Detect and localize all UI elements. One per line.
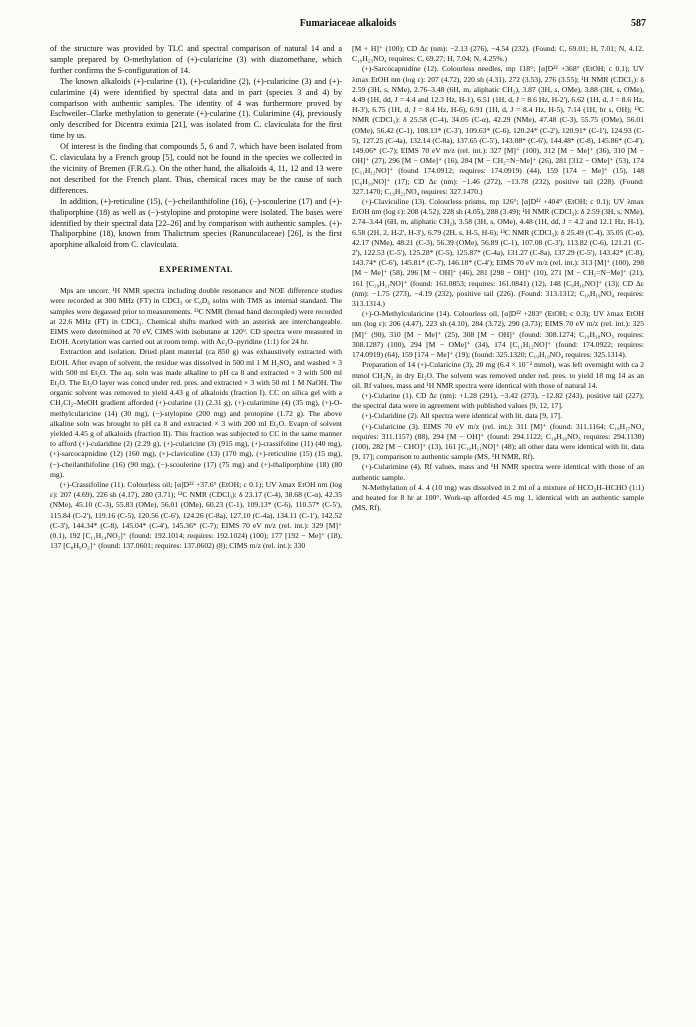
body-paragraph: (+)-Cularidine (2). All spectra were identical with lit. data [9, 17]. <box>362 411 562 421</box>
body-paragraph: (+)-Cularine (1). CD Δε (nm): +1.28 (291), −3.42 (273), −12.82 (243), positive tail (227); the spectral data were in agreement with published values [9, 12, 17]. <box>352 390 644 411</box>
left-column <box>50 44 342 551</box>
body-paragraph: The known alkaloids (+)-cularine (1), (+)-cularidine (2), (+)-cularicine (3) and (+)-cularimine (4) were identified by spectral data and in part (species 3 and 4) by comparison with authentic samples. The identity of 4 was furthermore proved by Eschweiler–Clarke methylation to generate (+)-cularine (1). Cularimine (4), previously only described for Dicentra eximia [21], was isolated from C. claviculata for the first time by us. <box>50 76 342 141</box>
body-paragraph: [M + H]⁺ (100); CD Δε (nm): −2.13 (276), −4.54 (232). (Found: C, 69.01; H, 7.01; N, 4.12. C₁₉H₂₃NO₄ requires: C, 69.27; H, 7.04; N, 4.25%.) <box>352 44 644 64</box>
body-paragraph: Preparation of 14 (+)-Cularicine (3), 20 mg (6.4 × 10⁻² mmol), was left overnight with ca 2 mmol CH₂N₂ in dry Et₂O. The solvent was removed under red. pres. to yield 18 mg 14 as an oil. Rf values, mass and ¹H NMR spectra were identical with those of natural 14. <box>352 360 644 390</box>
body-paragraph: (+)-Cularicine (3). EIMS 70 eV m/z (rel. int.): 311 [M]⁺ (found: 311.1164; C₁₈H₁₇NO₄ requires: 311.1157) (88), 294 [M − OH]⁺ (found: 294.1122; C₁₈H₁₆NO₃ requires: 294.1130) (100), 282 [M − CHO]⁺ (13), 161 [C₁₀H₁₁NO]⁺ (48); all other data were identical with lit. data [9, 17]; comparison to authentic sample (MS, ¹H NMR, Rf). <box>352 421 644 462</box>
body-paragraph: In addition, (+)-reticuline (15), (−)-cheilanthifoline (16), (−)-scoulerine (17) and (+)-thaliporphine (18) as well as (−)-stylopine and protopine were isolated. The bases were identified by their spectral data [22–26] and by comparison with authentic samples. (+)-Thaliporphine (18), known from Thalictrum species (Ranunculaceae) [26], is the first aporphine alkaloid from C. claviculata. <box>50 196 342 250</box>
body-paragraph: (+)-Claviculine (13). Colourless prisms, mp 126°; [α]D²² +404° (EtOH; c 0.1); UV λmax EtOH nm (log ε): 208 (4.52), 228 sh (4.05), 288 (3.49); ¹H NMR (CDCl₃): δ 2.59 (3H, s, NMe), 2.74–3.44 (6H, m, aliphatic CH₂), 3.58 (3H, s, OMe), 4.48 (1H, dd, J = 4.2 and 12.1 Hz, H-1), 6.58 (2H, 2, H-2', H-3'), 6.79 (2H, s, H-5, H-6); ¹³C NMR (CDCl₃): δ 25.49 (C-4), 35.05 (C-α), 42.17 (NMe), 48.21 (C-3), 56.39 (OMe), 56.89 (C-1), 107.08 (C-3'), 113.82 (C-6), 121.21 (C-2'), 122.53 (C-5'), 125.28* (C-5), 125.87* (C-4a), 131.27 (C-8a), 137.29 (C-5'), 143.42* (C-8), 143.74* (C-6'), 145.81* (C-7), 146.18* (C-4'); EIMS 70 eV m/z (rel. int.): 313 [M]⁺ (100), 298 [M − Me]⁺ (58), 296 [M − OH]⁺ (46), 281 [298 − OH]⁺ (10), 271 [M − CH₂=N−Me]⁺ (21), 161 [C₁₀H₁₁NO]⁺ (found: 161.0853; requires: 161.0841) (12), 148 [C₉H₁₀NO]⁺ (13); CD Δε (nm): −1.75 (273), −4.19 (232), positive tail (226). (Found: 313.1312; C₁₈H₁₉NO₄ requires: 313.1314.) <box>352 197 644 309</box>
body-paragraph: (+)-O-Methylcularicine (14). Colourless oil, [α]D²² +283° (EtOH; c 0.3); UV λmax EtOH nm (log ε): 206 (4.47), 223 sh (4.10), 284 (3.72), 290 (3.73); EIMS 70 eV m/z (rel. int.): 325 [M]⁺ (90), 310 [M − Me]⁺ (25), 308 [M − OH]⁺ (found: 308.1274; C₁₉H₁₈NO₃ requires: 308.1287) (100), 294 [M − OMe]⁺ (34), 174 [C₁₁H₁₂NO]⁺ (found: 174.0922; requires: 174.0919) (64), 159 [174 − Me]⁺ (19); (found: 325.1320; C₁₉H₁₉NO₄ requires: 325.1314). <box>352 309 644 360</box>
body-paragraph: N-Methylation of 4. 4 (10 mg) was dissolved in 2 ml of a mixture of HCO₂H–HCHO (1:1) and heated for 8 hr at 100°. Work-up afforded 4.5 mg 1, identical with an authentic sample (MS, Rf). <box>352 482 644 513</box>
right-column <box>352 44 644 513</box>
experimental-paragraph: Mps are uncorr. ¹H NMR spectra including double resonance and NOE difference studies were recorded at 300 MHz (FT) in CDCl₃ or C₆D₆ solns with TMS as internal standard. The samples were degassed prior to measurements. ¹³C NMR (broad band decoupled) were recorded at 22.6 MHz (FT) in CDCl₃. Chemical shifts marked with an asterisk are interchangeable. EIMS were determined at 70 eV, CIMS with isobutane at 120°. CD spectra were measured in EtOH. Acetylation was carried out at room temp. with Ac₂O–pyridine (1:1) for 24 hr. <box>50 286 342 347</box>
running-header-title: Fumariaceae alkaloids <box>299 18 397 29</box>
body-paragraph: Of interest is the finding that compounds 5, 6 and 7, which have been isolated from C. claviculata by a French group [5], could not be found in the species we collected in the vicinity of Bremen (F.R.G.). On the other hand, the alkaloids 4, 11, 12 and 13 were not described for the French plant. Thus, chemical races may be the cause of such differences. <box>50 142 342 195</box>
experimental-paragraph: Extraction and isolation. Dried plant material (ca 850 g) was exhaustively extracted with EtOH. After evapn of solvent, the residue was dissolved in 500 ml 1 M H₂SO₄ and washed × 3 with 500 ml Et₂O. The aq. soln was made alkaline to pH ca 8 and extracted × 3 with 500 ml Et₂O. The Et₂O layer was concd under red. pres. and extracted × 3 with 50 ml 1 M NaOH. The organic solvent was removed to yield 4.43 g of alkaloids (fraction I). CC on silica gel with a CH₂Cl₂–MeOH gradient afforded (+)-cularine (1) (2.31 g), (+)-cularimine (4) (35 mg), (+)-O-methylcularicine (14) (30 mg), (−)-stylopine (200 mg) and protopine (1.72 g). The above alkaline soln was brought to pH ca 8 and extracted × 3 with 200 ml Et₂O. Evapn of solvent yielded 4.45 g of alkaloids (fraction II). This fraction was subjected to CC in the same manner to afford (+)-cularidine (2) (2.29 g), (+)-cularicine (3) (915 mg), (+)-crassifoline (11) (40 mg), (+)-sarcocapnidine (12) (160 mg), (+)-claviculine (13) (170 mg), (+)-reticuline (15) (15 mg), (−)-cheilanthifoline (16) (90 mg), (−)-scoulerine (17) (75 mg) and (+)-thaliporphine (18) (80 mg). <box>50 347 342 479</box>
body-paragraph: of the structure was provided by TLC and spectral comparison of natural 14 and a sample prepared by O-methylation of (+)-cularicine (3) with diazomethane, which further confirms the S-configuration of 14. <box>50 44 342 75</box>
section-heading-experimental: EXPERIMENTAL <box>159 265 233 275</box>
body-paragraph: (+)-Cularimine (4). Rf values, mass and ¹H NMR spectra were identical with those of an authentic sample. <box>352 462 644 482</box>
experimental-paragraph: (+)-Crassifoline (11). Colourless oil; [α]D²² +37.6° (EtOH; c 0.1); UV λmax EtOH nm (log ε): 207 (4.69), 226 sh (4.17), 280 (3.71); ¹³C NMR (CDCl₃): δ 23.17 (C-4), 38.68 (C-α), 42.35 (NMe), 45.10 (C-3), 55.83 (OMe), 56.01 (OMe), 60.23 (C-1), 109.13* (C-6), 110.57* (C-5'), 115.84 (C-2'), 119.16 (C-5), 120.56 (C-6'), 124.26 (C-8a), 127.10 (C-4a), 134.11 (C-1'), 142.52 (C-3'), 144.34* (C-8), 145.04* (C-4'), 145.36* (C-7); EIMS 70 eV m/z (rel. int.): 329 [M]⁺ (0.1), 192 [C₁₁H₁₄NO₂]⁺ (found: 192.1014; requires: 192.1024) (100); 177 [192 − Me]⁺ (18), 137 [C₈H₉O₂]⁺ (found: 137.0601; requires: 137.0602) (8); CIMS m/z (rel. int.): 330 <box>50 479 342 551</box>
page-number: 587 <box>631 18 646 29</box>
body-paragraph: (+)-Sarcocapnidine (12). Colourless needles, mp 118°; [α]D²² +368° (EtOH; c 0.1); UV λmax EtOH nm (log ε): 207 (4.72), 220 sh (4.31), 272 (3.53), 276 (3.55); ¹H NMR (CDCl₃): δ 2.59 (3H, s, NMe), 2.76–3.48 (6H, m, aliphatic CH₂), 3.87 (3H, s, OMe), 3.88 (3H, s, OMe), 4.49 (1H, dd, J = 4.4 and 12.3 Hz, H-1), 6.51 (1H, d, J = 8.6 Hz, H-2'), 6.62 (1H, d, J = 8.6 Hz, H-3'), 6.75 (1H, d, J = 8.4 Hz, H-6), 6.91 (1H, d, J = 8.4 Hz, H-5), 7.14 (1H, br s, OH); ¹³C NMR (CDCl₃): δ 25.58 (C-4), 34.05 (C-α), 42.29 (NMe), 47.48 (C-3), 55.75 (OMe), 56.01 (OMe), 56.42 (C-1), 108.13* (C-3'), 109.63* (C-6), 120.24* (C-2'), 120.91* (C-1'), 124.93 (C-5), 127.25 (C-4a), 132.14 (C-8a), 137.65 (C-5'), 143.08* (C-6'), 144.48* (C-8), 145.86* (C-4'), 149.06* (C-7); EIMS 70 eV m/z (rel. int.): 327 [M]⁺ (100), 312 [M − Me]⁺ (36), 310 [M − OH]⁺ (27), 296 [M − OMe]⁺ (16), 284 [M − CH₂=N−Me]⁺ (26), 281 [312 − OMe]⁺ (53), 174 [C₁₁H₁₂NO]⁺ (found 174.0912; requires: 174.0919) (44), 159 [174 − Me]⁺ (15), 148 [C₉H₁₀NO]⁺ (17); CD Δε (nm): −1.46 (272), −13.78 (232), positive tail (228). (Found: 327.1470; C₁₉H₂₁NO₄ requires: 327.1470.) <box>352 64 644 196</box>
